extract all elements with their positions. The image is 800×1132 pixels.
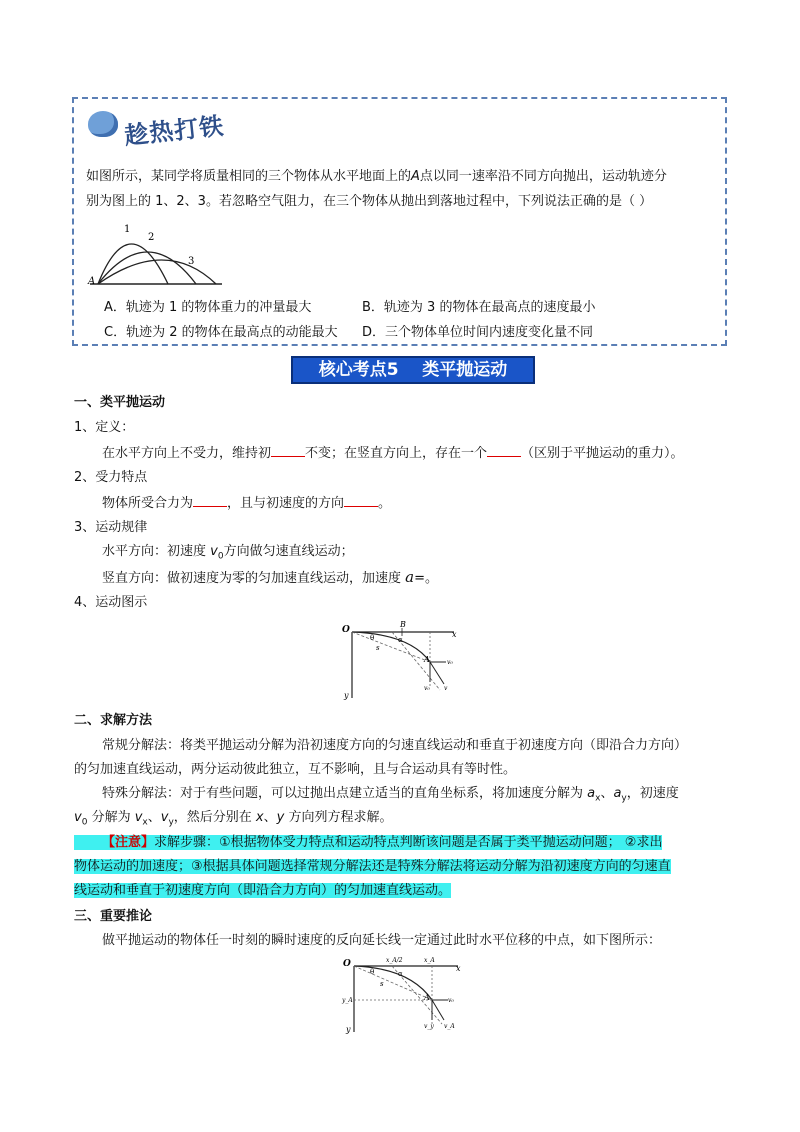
origin-label: O: [343, 959, 351, 969]
note-line-2: 物体运动的加速度；③根据具体问题选择常规分解法还是特殊分解法将运动分解为沿初速度方向的匀速直: [74, 859, 671, 874]
option-b[interactable]: B．轨迹为 3 的物体在最高点的速度最小: [362, 300, 596, 315]
question-line-2: 别为图上的 1、2、3。若忽略空气阻力，在三个物体从抛出到落地过程中，下列说法正确的是（ ）: [86, 194, 653, 209]
x-label: x: [456, 964, 461, 973]
brain-icon: [88, 111, 118, 137]
part3-heading: 三、重要推论: [74, 909, 153, 924]
method-special-line2: $v_0$ 分解为 $v_x$、$v_y$，然后分别在 x、y 方向列方程求解。: [74, 810, 393, 828]
vy-label: v_y: [424, 1023, 434, 1030]
point-a-label: A: [424, 655, 430, 664]
v-label: v: [444, 685, 448, 692]
point-b-label: B: [400, 620, 406, 629]
alpha-label: α: [398, 970, 403, 978]
method-normal-line2: 的匀加速直线运动，两分运动彼此独立，互不影响，且与合运动具有等时性。: [74, 762, 517, 777]
vy-label: v₀: [424, 685, 430, 692]
displacement-line: [354, 966, 432, 1000]
note-tag: 【注意】: [102, 835, 155, 850]
law-vertical: 竖直方向：做初速度为零的匀加速直线运动，加速度 a=。: [102, 568, 438, 586]
alpha-label: α: [398, 636, 403, 644]
s-label: s: [376, 644, 380, 652]
diagram-label: 4、运动图示: [74, 595, 148, 610]
v0-label: v₀: [448, 997, 454, 1004]
section-title: 核心考点5 类平抛运动: [291, 356, 535, 384]
option-a[interactable]: A．轨迹为 1 的物体重力的冲量最大: [104, 300, 312, 315]
theta-label: θ: [370, 968, 375, 976]
law-label: 3、运动规律: [74, 520, 148, 535]
trajectory-figure: [86, 222, 226, 290]
law-horizontal: 水平方向：初速度 $v_0$方向做匀速直线运动；: [102, 544, 354, 562]
trajectory-1: [98, 244, 168, 284]
question-line-1: 如图所示，某同学将质量相同的三个物体从水平地面上的A点以同一速率沿不同方向抛出，运动轨迹分: [86, 169, 667, 184]
half-x-label: x_A/2: [386, 957, 403, 964]
option-d[interactable]: D．三个物体单位时间内速度变化量不同: [362, 325, 594, 340]
trajectory-1-label: 1: [124, 224, 131, 235]
v-label: v_A: [444, 1023, 455, 1030]
inference-diagram: [340, 954, 464, 1034]
y-label: y: [346, 1025, 351, 1034]
force-text: 物体所受合力为 ，且与初速度的方向 。: [102, 492, 391, 515]
force-label: 2、受力特点: [74, 470, 148, 485]
part2-heading: 二、求解方法: [74, 713, 153, 728]
practice-logo-text: 趁热打铁: [122, 110, 226, 151]
displacement-line: [352, 632, 430, 662]
definition-blank-1[interactable]: [271, 442, 305, 457]
v-vector: [430, 662, 444, 684]
xa-label: x_A: [424, 957, 435, 964]
force-blank-2[interactable]: [344, 492, 378, 507]
definition-label: 1、定义：: [74, 420, 135, 435]
option-c[interactable]: C．轨迹为 2 的物体在最高点的动能最大: [104, 325, 338, 340]
trajectory-3-label: 3: [188, 256, 195, 267]
motion-diagram: [340, 618, 460, 700]
force-blank-1[interactable]: [193, 492, 227, 507]
inference-text: 做平抛运动的物体任一时刻的瞬时速度的反向延长线一定通过此时水平位移的中点，如下图所示：: [102, 933, 662, 948]
note-line-3: 线运动和垂直于初速度方向（即沿合力方向）的匀加速直线运动。: [74, 883, 452, 898]
definition-blank-2[interactable]: [487, 442, 521, 457]
vx-label: v₀: [447, 659, 453, 666]
s-label: s: [380, 980, 384, 988]
origin-label: O: [342, 625, 350, 635]
method-special-line1: 特殊分解法：对于有些问题，可以过抛出点建立适当的直角坐标系，将加速度分解为 $a_x$、$a_y$，初速度: [102, 786, 679, 804]
definition-text: 在水平方向上不受力，维持初 不变；在竖直方向上，存在一个 （区别于平抛运动的重力）。: [102, 442, 684, 465]
v-vector: [432, 1000, 444, 1020]
method-normal-line1: 常规分解法：将类平抛运动分解为沿初速度方向的匀速直线运动和垂直于初速度方向（即沿合力方向）: [102, 738, 688, 753]
part1-heading: 一、类平抛运动: [74, 395, 166, 410]
point-a-label: A: [424, 993, 430, 1002]
trajectory-2-label: 2: [148, 232, 155, 243]
theta-label: θ: [370, 634, 375, 642]
ya-label: y_A: [342, 997, 353, 1004]
y-label: y: [344, 691, 349, 700]
point-a-label: A: [88, 276, 96, 287]
note-line-1: 【注意】求解步骤：①根据物体受力特点和运动特点判断该问题是否属于类平抛运动问题； ②求出: [74, 832, 728, 854]
x-label: x: [452, 630, 457, 639]
